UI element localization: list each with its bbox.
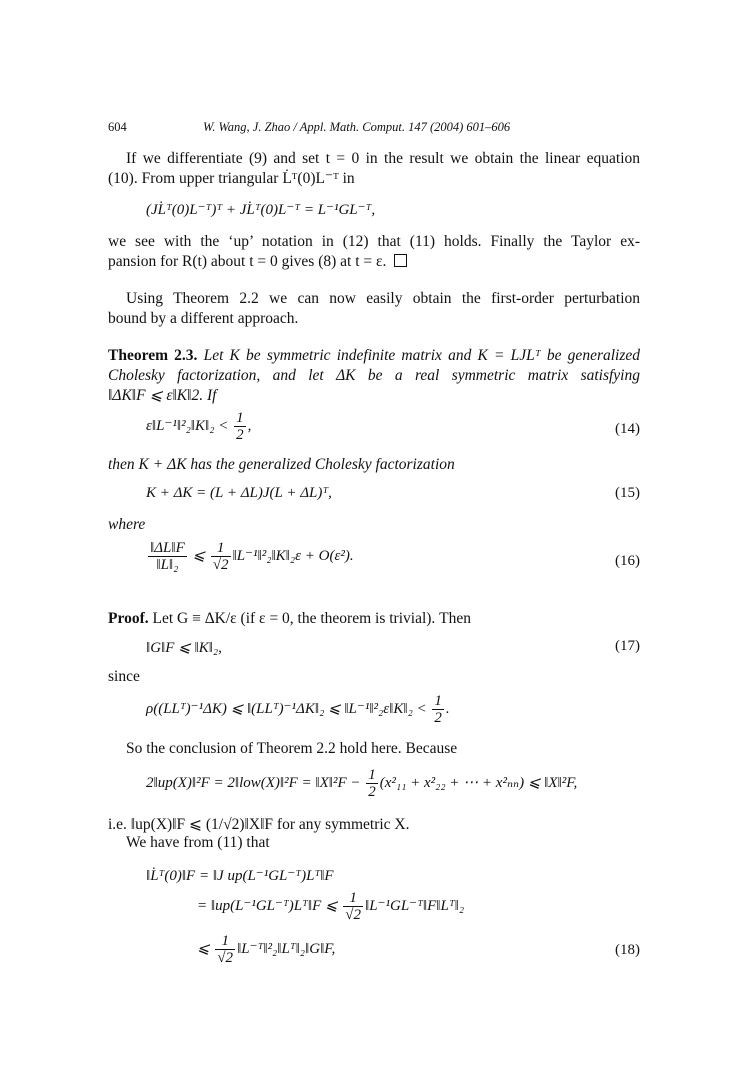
paragraph-2-line-2-text: pansion for R(t) about t = 0 gives (8) at t = ε. [108,253,387,270]
equation-17: ‖G‖F ⩽ ‖K‖₂, [146,640,222,656]
equation-a: (JL̇ᵀ(0)L⁻ᵀ)ᵀ + JL̇ᵀ(0)L⁻ᵀ = L⁻¹GL⁻ᵀ, [146,202,376,218]
equation-number-17: (17) [615,638,640,654]
equation-b-lhs: ρ((LLᵀ)⁻¹ΔK) ⩽ ‖(LLᵀ)⁻¹ΔK‖₂ ⩽ ‖L⁻¹‖²₂ε‖K‖₂ < [146,700,427,717]
theorem-label: Theorem 2.3. [108,347,198,364]
fraction-one-over-root-two: $\frac{1}{√2}$ [212,540,229,573]
theorem-line-2: Cholesky factorization, and let ΔK be a real symmetric matrix satisfying [108,367,640,384]
paragraph-3-line-2: bound by a different approach. [108,310,299,327]
equation-number-14: (14) [615,421,640,437]
conclusion-line: So the conclusion of Theorem 2.2 hold here. Because [126,740,458,757]
fraction-one-half: $\frac{1}{2}$ [368,767,376,800]
equation-18-line-1: ‖L̇ᵀ(0)‖F = ‖J up(L⁻¹GL⁻ᵀ)Lᵀ‖F [146,868,334,884]
paragraph-1-line-1: If we differentiate (9) and set t = 0 in the result we obtain the linear equation [126,150,640,167]
paragraph-2-line-2 [108,252,407,272]
proof-line-text: Let G ≡ ΔK/ε (if ε = 0, the theorem is trivial). Then [152,610,472,627]
proof-line [108,609,471,629]
equation-b: ρ((LLᵀ)⁻¹ΔK) ⩽ ‖(LLᵀ)⁻¹ΔK‖₂ ⩽ ‖L⁻¹‖²₂ε‖K‖₂ < $\frac{1}{2}$ . [146,693,450,726]
theorem-line-1 [108,346,640,366]
equation-number-18: (18) [615,942,640,958]
fraction-one-half: $\frac{1}{2}$ [434,693,442,726]
theorem-line-3: ‖ΔK‖F ⩽ ε‖K‖2. If [108,387,217,404]
equation-16: $\frac{‖\Delta L‖F}{\text{‖L‖₂}}$ ⩽ $\frac{1}{√2}$ ‖L⁻¹‖²₂‖K‖₂ε + O(ε²). [150,540,354,573]
then-line: then K + ΔK has the generalized Cholesky factorization [108,456,455,473]
equation-18-line-3-lhs: ⩽ [197,940,210,957]
equation-c: 2‖up(X)‖²F = 2‖low(X)‖²F = ‖X‖²F − $\frac{1}{2}$ (x²₁₁ + x²₂₂ + ⋯ + x²ₙₙ) ⩽ ‖X‖²F, [146,767,578,800]
fraction-one-over-root-two: $\frac{1}{√2}$ [345,890,362,923]
page-number: 604 [108,120,127,134]
we-have-line: We have from (11) that [126,834,270,851]
equation-18-line-3: ⩽ $\frac{1}{√2}$ ‖L⁻ᵀ‖²₂‖Lᵀ‖₂‖G‖F, [197,933,336,966]
fraction-one-half: $\frac{1}{2}$ [236,410,244,443]
equation-c-lhs: 2‖up(X)‖²F = 2‖low(X)‖²F = ‖X‖²F − [146,774,361,791]
paragraph-1-line-2: (10). From upper triangular L̇ᵀ(0)L⁻ᵀ in [108,170,355,187]
fraction-one-over-root-two: $\frac{1}{√2}$ [217,933,234,966]
equation-18-line-2-lhs: = ‖up(L⁻¹GL⁻ᵀ)Lᵀ‖F ⩽ [197,897,338,914]
where-line: where [108,516,146,533]
proof-label: Proof. [108,610,149,627]
running-title: W. Wang, J. Zhao / Appl. Math. Comput. 147 (2004) 601–606 [203,120,511,134]
paragraph-2-line-1: we see with the ‘up’ notation in (12) that (11) holds. Finally the Taylor ex- [108,233,640,250]
since-line: since [108,668,140,685]
equation-18-line-2: = ‖up(L⁻¹GL⁻ᵀ)Lᵀ‖F ⩽ $\frac{1}{√2}$ ‖L⁻¹GL⁻ᵀ‖F‖Lᵀ‖₂ [197,890,465,923]
theorem-line-1-text: Let K be symmetric indefinite matrix and K = LJLᵀ be generalized [203,347,641,364]
equation-14-lhs: ε‖L⁻¹‖²₂‖K‖₂ < [146,417,229,434]
equation-number-15: (15) [615,485,640,501]
equation-15: K + ΔK = (L + ΔL)J(L + ΔL)ᵀ, [146,485,332,501]
ie-line: i.e. ‖up(X)‖F ⩽ (1/√2)‖X‖F for any symmetric X. [108,816,410,833]
equation-14: ε‖L⁻¹‖²₂‖K‖₂ < $\frac{1}{2}$ , [146,410,252,443]
equation-number-16: (16) [615,553,640,569]
qed-square-icon [394,254,407,267]
paragraph-3-line-1: Using Theorem 2.2 we can now easily obtain the first-order perturbation [126,290,640,307]
fraction-delta-l-norm: $\frac{‖\Delta L‖F}{\text{‖L‖₂}}$ [150,540,185,573]
